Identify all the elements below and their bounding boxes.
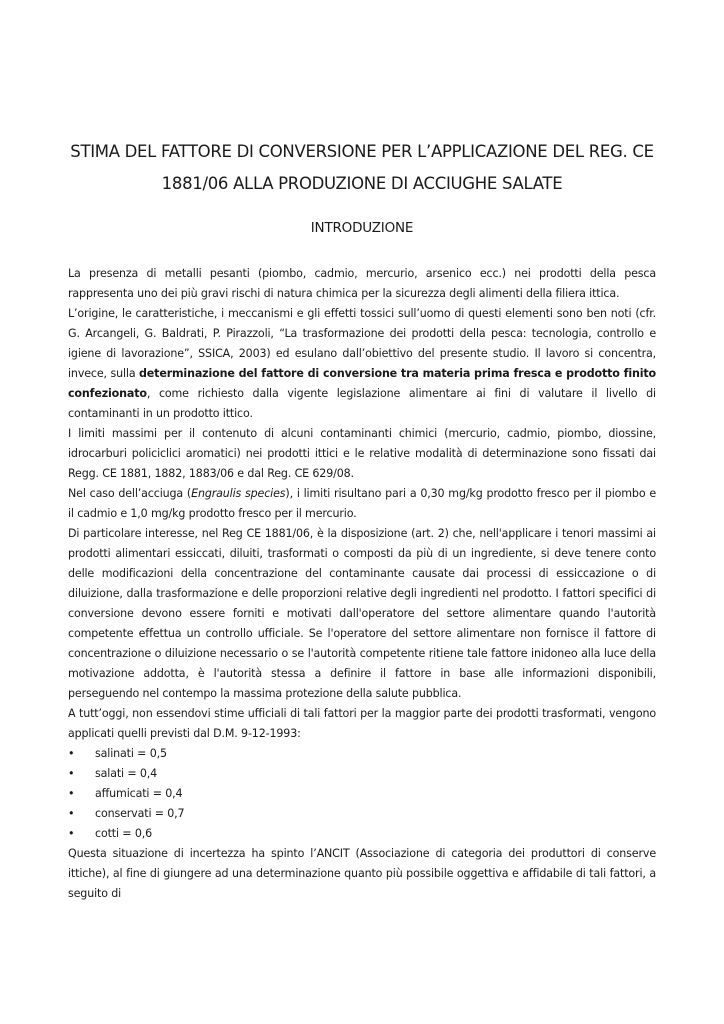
paragraph-origine — [68, 304, 656, 424]
document-title — [40, 136, 684, 200]
list-item-text: salinati = 0,5 — [95, 747, 167, 760]
list-item-text: affumicati = 0,4 — [95, 787, 183, 800]
paragraph-origine-emphasis: determinazione del fattore di conversione tra materia prima fresca e prodotto finito confezionato — [68, 367, 656, 400]
paragraph-acciuga-end: ), i limiti risultano pari a 0,30 mg/kg prodotto fresco per il piombo e il cadmio e 1,0 mg/kg prodotto fresco per il mercurio. — [68, 487, 656, 520]
paragraph-metalli-pesanti: La presenza di metalli pesanti (piombo, cadmio, mercurio, arsenico ecc.) nei prodotti della pesca rappresenta uno dei più gravi rischi di natura chimica per la sicurezza degli alimenti della filiera ittica. — [68, 267, 656, 300]
paragraph-ancit: Questa situazione di incertezza ha spinto l’ANCIT (Associazione di categoria dei produttori di conserve ittiche), al fine di giungere ad una determinazione quanto più possibile oggettiva e affidabile di tali fattori, a seguito di — [68, 847, 656, 900]
list-item-text: salati = 0,4 — [95, 767, 158, 780]
title-line-1: STIMA DEL FATTORE DI CONVERSIONE PER L’APPLICAZIONE DEL REG. CE — [70, 142, 654, 161]
paragraph-acciuga-start: Nel caso dell’acciuga ( — [68, 487, 192, 500]
list-item-text: conservati = 0,7 — [95, 807, 185, 820]
paragraph-limiti-massimi: I limiti massimi per il contenuto di alcuni contaminanti chimici (mercurio, cadmio, piombo, diossine, idrocarburi policiclici aromatici) nei prodotti ittici e le relative modalità di determinazione sono fissati dai Regg. CE 1881, 1882, 1883/06 e dal Reg. CE 629/08. — [68, 427, 656, 480]
conversion-factors-list — [68, 744, 656, 844]
paragraph-origine-start: L’origine, le caratteristiche, i meccanismi e gli effetti tossici sull’uomo di questi elementi sono ben noti (cfr. G. Arcangeli, G. Baldrati, P. Pirazzoli, “La trasformazione dei prodotti della pesca: tecnologia, controllo e igiene di lavorazione”, SSICA, 2003) ed esulano dall’obiettivo del presente studio. Il lavoro si concentra, invece, sulla — [68, 307, 656, 380]
bullet-icon: • — [68, 787, 75, 800]
bullet-icon: • — [68, 747, 75, 760]
section-heading-introduzione: INTRODUZIONE — [310, 220, 414, 236]
paragraph-origine-end: , come richiesto dalla vigente legislazione alimentare ai fini di valutare il livello di contaminanti in un prodotto ittico. — [68, 387, 656, 420]
list-item — [68, 784, 656, 804]
body-text — [68, 264, 656, 904]
bullet-icon: • — [68, 767, 75, 780]
title-line-2: 1881/06 ALLA PRODUZIONE DI ACCIUGHE SALATE — [161, 174, 563, 193]
list-item — [68, 764, 656, 784]
paragraph-fattori-applicati: A tutt’oggi, non essendovi stime ufficiali di tali fattori per la maggior parte dei prodotti trasformati, vengono applicati quelli previsti dal D.M. 9-12-1993: — [68, 707, 656, 740]
list-item — [68, 744, 656, 764]
paragraph-disposizione: Di particolare interesse, nel Reg CE 1881/06, è la disposizione (art. 2) che, nell'applicare i tenori massimi ai prodotti alimentari essiccati, diluiti, trasformati o composti da più di un ingrediente, si deve tenere conto delle modificazioni della concentrazione del contaminante causate dai processi di essiccazione o di diluizione, dalla trasformazione e delle proporzioni relative degli ingredienti nel prodotto. I fattori specifici di conversione devono essere forniti e motivati dall'operatore del settore alimentare quando l'autorità competente effettua un controllo ufficiale. Se l'operatore del settore alimentare non fornisce il fattore di concentrazione o diluizione necessario o se l'autorità competente ritiene tale fattore inidoneo alla luce della motivazione addotta, è l'autorità stessa a definire il fattore in base alle informazioni disponibili, perseguendo nel contempo la massima protezione della salute pubblica. — [68, 527, 656, 700]
paragraph-acciuga-species: Engraulis species — [191, 487, 286, 500]
list-item — [68, 824, 656, 844]
bullet-icon: • — [68, 807, 75, 820]
list-item — [68, 804, 656, 824]
bullet-icon: • — [68, 827, 75, 840]
list-item-text: cotti = 0,6 — [95, 827, 153, 840]
paragraph-acciuga — [68, 484, 656, 524]
